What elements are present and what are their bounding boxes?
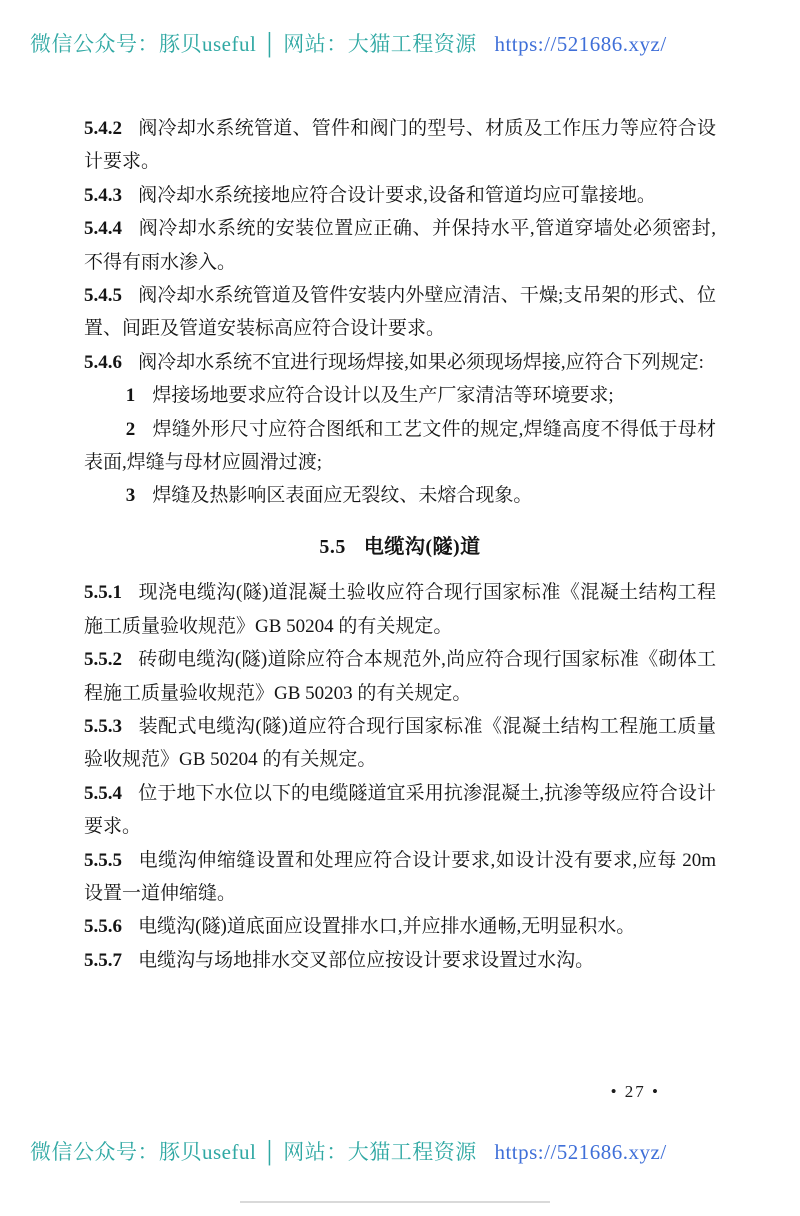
watermark-top-label: 微信公众号：豚贝useful │ 网站：大猫工程资源 — [30, 32, 477, 56]
clause-number: 5.5.4 — [84, 782, 122, 804]
clause-text: 装配式电缆沟(隧)道应符合现行国家标准《混凝土结构工程施工质量验收规范》GB 50204 的有关规定。 — [84, 715, 716, 771]
clause-text: 电缆沟与场地排水交叉部位应按设计要求设置过水沟。 — [138, 949, 595, 971]
section-heading — [84, 531, 716, 564]
clause-text: 阀冷却水系统不宜进行现场焊接,如果必须现场焊接,应符合下列规定: — [138, 351, 704, 373]
clause-5-5-6 — [84, 910, 716, 943]
document-content — [84, 112, 716, 977]
subitem-number: 1 — [125, 385, 136, 407]
watermark-top-url: https://521686.xyz/ — [494, 32, 667, 56]
clause-number: 5.5.2 — [84, 649, 122, 671]
clause-number: 5.4.4 — [84, 218, 122, 240]
clause-5-5-4 — [84, 777, 716, 844]
clause-number: 5.5.3 — [84, 715, 122, 737]
subitem-text: 焊缝及热影响区表面应无裂纹、未熔合现象。 — [152, 485, 533, 507]
clause-5-4-3 — [84, 179, 716, 212]
clause-number: 5.5.1 — [84, 582, 122, 604]
clause-number: 5.4.3 — [84, 184, 122, 206]
section-heading-text: 电缆沟(隧)道 — [363, 535, 481, 558]
clause-text: 电缆沟(隧)道底面应设置排水口,并应排水通畅,无明显积水。 — [138, 916, 636, 938]
watermark-bottom-label: 微信公众号：豚贝useful │ 网站：大猫工程资源 — [30, 1140, 477, 1164]
clause-number: 5.4.6 — [84, 351, 122, 373]
scan-artifact-line — [240, 1201, 550, 1203]
clause-number: 5.5.6 — [84, 916, 122, 938]
clause-text: 阀冷却水系统管道及管件安装内外壁应清洁、干燥;支吊架的形式、位置、间距及管道安装标高应符合设计要求。 — [84, 285, 716, 340]
clause-number: 5.5.7 — [84, 949, 122, 971]
clause-text: 电缆沟伸缩缝设置和处理应符合设计要求,如设计没有要求,应每 20m 设置一道伸缩缝。 — [84, 849, 716, 904]
subitem-2 — [84, 413, 716, 480]
clause-5-5-1 — [84, 576, 716, 643]
clause-5-4-5 — [84, 279, 716, 346]
clause-number: 5.4.2 — [84, 118, 122, 139]
page-number: • 27 • — [610, 1082, 660, 1101]
clause-number: 5.4.5 — [84, 285, 122, 307]
clause-5-5-3 — [84, 710, 716, 777]
clause-text: 砖砌电缆沟(隧)道除应符合本规范外,尚应符合现行国家标准《砌体工程施工质量验收规范》GB 50203 的有关规定。 — [84, 649, 716, 704]
clause-5-5-2 — [84, 643, 716, 710]
clause-text: 阀冷却水系统管道、管件和阀门的型号、材质及工作压力等应符合设计要求。 — [84, 118, 716, 173]
subitem-number: 3 — [125, 485, 136, 507]
clause-5-4-6 — [84, 346, 716, 379]
subitem-text: 焊接场地要求应符合设计以及生产厂家清洁等环境要求; — [152, 385, 614, 407]
section-heading-number: 5.5 — [319, 535, 346, 558]
clause-text: 阀冷却水系统接地应符合设计要求,设备和管道均应可靠接地。 — [138, 184, 656, 206]
subitem-text: 焊缝外形尺寸应符合图纸和工艺文件的规定,焊缝高度不得低于母材表面,焊缝与母材应圆滑过渡; — [84, 418, 716, 474]
clause-text: 现浇电缆沟(隧)道混凝土验收应符合现行国家标准《混凝土结构工程施工质量验收规范》GB 50204 的有关规定。 — [84, 582, 716, 637]
subitem-1 — [84, 379, 716, 412]
watermark-bottom — [30, 1136, 667, 1166]
subitem-number: 2 — [125, 418, 136, 440]
watermark-top — [30, 28, 667, 58]
clause-5-5-5 — [84, 844, 716, 911]
clause-text: 阀冷却水系统的安装位置应正确、并保持水平,管道穿墙处必须密封,不得有雨水渗入。 — [84, 218, 716, 273]
clause-number: 5.5.5 — [84, 849, 122, 871]
subitem-3 — [84, 479, 716, 512]
clause-text: 位于地下水位以下的电缆隧道宜采用抗渗混凝土,抗渗等级应符合设计要求。 — [84, 782, 716, 838]
clause-5-4-2 — [84, 112, 716, 179]
clause-5-4-4 — [84, 212, 716, 279]
clause-5-5-7 — [84, 944, 716, 977]
watermark-bottom-url: https://521686.xyz/ — [494, 1140, 667, 1164]
